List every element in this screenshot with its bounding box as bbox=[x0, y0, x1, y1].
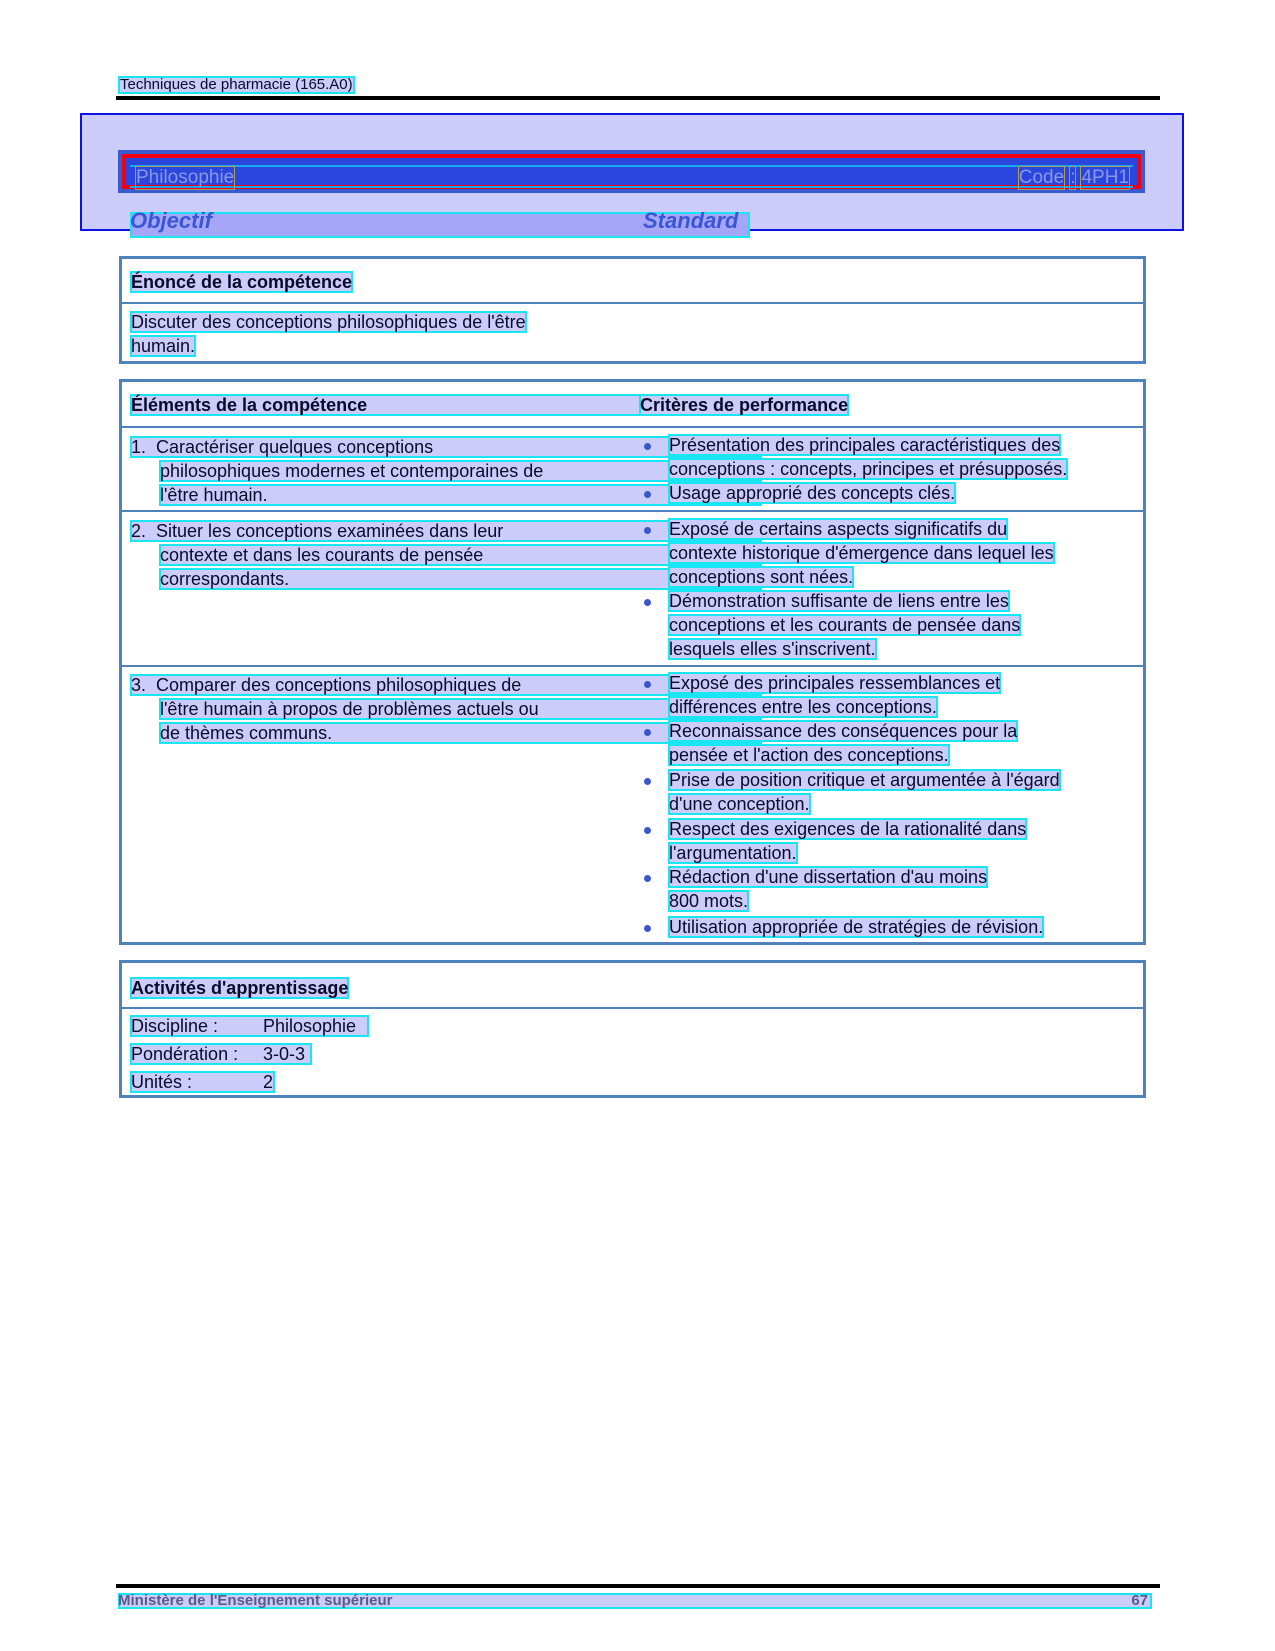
criterion-line: Exposé de certains aspects significatifs du bbox=[669, 519, 1008, 539]
running-header-title: Techniques de pharmacie (165.A0) bbox=[120, 76, 353, 93]
criterion-line: l'argumentation. bbox=[669, 843, 797, 863]
criterion-line: d'une conception. bbox=[669, 794, 810, 814]
criterion-line: Reconnaissance des conséquences pour la bbox=[669, 721, 1018, 741]
elements-column-header: Éléments de la compétence bbox=[130, 394, 762, 416]
bullet-icon bbox=[644, 729, 651, 736]
criterion-line: Rédaction d'une dissertation d'au moins bbox=[669, 867, 988, 887]
learning-activities-box bbox=[119, 960, 1146, 1098]
discipline-row bbox=[130, 1015, 369, 1037]
bullet-icon bbox=[644, 681, 651, 688]
bullet-icon bbox=[644, 925, 651, 932]
bullet-icon bbox=[644, 527, 651, 534]
criterion-line: conceptions et les courants de pensée dans bbox=[669, 615, 1021, 635]
weighting-label: Pondération : bbox=[131, 1044, 239, 1064]
competency-statement-heading: Énoncé de la compétence bbox=[131, 272, 353, 292]
objective-standard-header bbox=[130, 208, 750, 238]
competency-statement-line: humain. bbox=[131, 336, 196, 356]
bullet-icon bbox=[644, 443, 651, 450]
course-code bbox=[1019, 167, 1129, 189]
divider bbox=[122, 510, 1143, 512]
criterion-line: Démonstration suffisante de liens entre les bbox=[669, 591, 1009, 611]
bullet-icon bbox=[644, 778, 651, 785]
standard-heading: Standard bbox=[643, 208, 739, 233]
discipline-label: Discipline : bbox=[131, 1016, 219, 1036]
element-line: de thèmes communs. bbox=[159, 722, 762, 744]
course-title: Philosophie bbox=[136, 167, 235, 188]
criterion-line: Présentation des principales caractéristiques des bbox=[669, 435, 1061, 455]
element-number: 1. bbox=[131, 437, 147, 457]
criterion-line: Prise de position critique et argumentée à l'égard bbox=[669, 770, 1060, 790]
bullet-icon bbox=[644, 827, 651, 834]
course-title-frame bbox=[122, 154, 1141, 189]
criterion-line: contexte historique d'émergence dans lequel les bbox=[669, 543, 1054, 563]
criterion-line: lesquels elles s'inscrivent. bbox=[669, 639, 876, 659]
bullet-icon bbox=[644, 599, 651, 606]
units-value: 2 bbox=[263, 1072, 274, 1092]
course-title-line bbox=[130, 165, 1133, 188]
criteria-column-header: Critères de performance bbox=[640, 395, 849, 415]
weighting-value: 3-0-3 bbox=[263, 1044, 306, 1064]
criterion-line: Usage approprié des concepts clés. bbox=[669, 483, 956, 503]
bullet-icon bbox=[644, 875, 651, 882]
element-line: l'être humain à propos de problèmes actuels ou bbox=[159, 698, 762, 720]
element-text: Caractériser quelques conceptions bbox=[156, 437, 434, 457]
criterion-line: Exposé des principales ressemblances et bbox=[669, 673, 1001, 693]
divider bbox=[122, 302, 1143, 304]
page-footer bbox=[118, 1593, 1152, 1609]
course-code-value: 4PH1 bbox=[1081, 167, 1129, 188]
element-number: 3. bbox=[131, 675, 147, 695]
criterion-line: Respect des exigences de la rationalité dans bbox=[669, 819, 1027, 839]
learning-activities-heading: Activités d'apprentissage bbox=[131, 978, 349, 998]
element-number: 2. bbox=[131, 521, 147, 541]
footer-ministry: Ministère de l'Enseignement supérieur bbox=[118, 1592, 393, 1609]
header-rule bbox=[116, 96, 1160, 100]
competency-statement-box bbox=[119, 256, 1146, 364]
weighting-row bbox=[130, 1043, 312, 1065]
divider bbox=[122, 1007, 1143, 1009]
elements-criteria-table bbox=[119, 379, 1146, 945]
element-text: Situer les conceptions examinées dans leur bbox=[156, 521, 504, 541]
objective-heading: Objectif bbox=[130, 208, 212, 233]
footer-rule bbox=[116, 1584, 1160, 1588]
competency-statement-line: Discuter des conceptions philosophiques de l'être bbox=[131, 312, 526, 332]
bullet-icon bbox=[644, 491, 651, 498]
divider bbox=[122, 665, 1143, 667]
criterion-line: pensée et l'action des conceptions. bbox=[669, 745, 949, 765]
element-line: l'être humain. bbox=[159, 484, 762, 506]
element-line: correspondants. bbox=[159, 568, 762, 590]
criterion-line: conceptions sont nées. bbox=[669, 567, 854, 587]
criterion-line: conceptions : concepts, principes et présupposés. bbox=[669, 459, 1068, 479]
units-label: Unités : bbox=[131, 1072, 193, 1092]
course-code-label: Code bbox=[1018, 167, 1065, 188]
criterion-line: 800 mots. bbox=[669, 891, 749, 911]
units-row bbox=[130, 1071, 275, 1093]
criterion-line: différences entre les conceptions. bbox=[669, 697, 937, 717]
element-line: contexte et dans les courants de pensée bbox=[159, 544, 762, 566]
divider bbox=[122, 426, 1143, 428]
course-title-bar bbox=[118, 150, 1145, 193]
element-text: Comparer des conceptions philosophiques de bbox=[156, 675, 522, 695]
page-number: 67 bbox=[1131, 1592, 1148, 1609]
criterion-line: Utilisation appropriée de stratégies de révision. bbox=[669, 917, 1044, 937]
discipline-value: Philosophie bbox=[263, 1016, 357, 1036]
course-code-separator: : bbox=[1070, 167, 1076, 188]
element-line: philosophiques modernes et contemporaines de bbox=[159, 460, 762, 482]
